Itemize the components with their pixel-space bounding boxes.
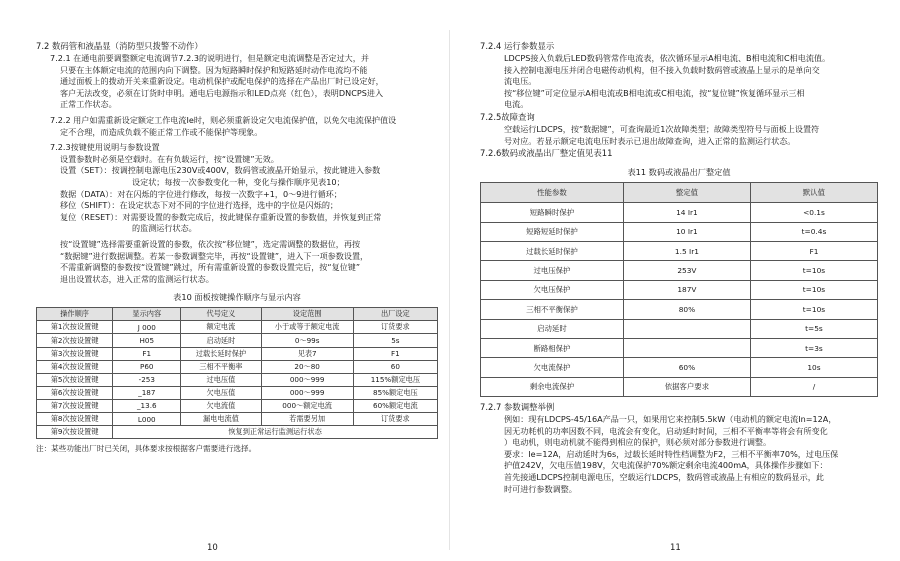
column-header: 设定范围 bbox=[261, 308, 353, 321]
paragraph-line: 数据（DATA）：对在闪烁的字位进行修改，每按一次数字+1，0～9进行循环； bbox=[60, 188, 342, 199]
table-cell: -253 bbox=[113, 373, 181, 386]
table-cell: 依据客户要求 bbox=[623, 377, 750, 396]
paragraph-line: 只要在主体额定电流的范围内向下调整。因为短路瞬时保护和短路延时动作电流均不能 bbox=[60, 64, 368, 75]
table-cell: 85%额定电压 bbox=[353, 386, 437, 399]
paragraph-line: 7.2.1 在通电前要调整额定电流调节7.2.3的说明进行，但是额定电流调整是否定过大，并 bbox=[50, 53, 369, 63]
table-cell: _13.6 bbox=[113, 399, 181, 412]
paragraph-line: 按“移位键”可定位显示A相电流或B相电流或C相电流，按“复位键”恢复循环显示三相 bbox=[504, 87, 805, 98]
table-cell: 欠电流保护 bbox=[481, 358, 624, 377]
table-cell: 5s bbox=[353, 334, 437, 347]
table-row bbox=[37, 347, 438, 360]
table-cell: _187 bbox=[113, 386, 181, 399]
table-cell: <0.1s bbox=[750, 203, 877, 222]
table-row bbox=[481, 280, 878, 299]
table-cell: F1 bbox=[353, 347, 437, 360]
table-10-caption: 表10 面板按键操作顺序与显示内容 bbox=[173, 292, 301, 303]
table-cell: 第9次按设置键 bbox=[37, 426, 113, 439]
table-cell: 启动延时 bbox=[181, 334, 261, 347]
table-cell: 第7次按设置键 bbox=[37, 399, 113, 412]
table-cell: 恢复到正常运行监测运行状态 bbox=[113, 426, 438, 439]
table-10-note: 注：某些功能出厂时已关闭，具体要求按根据客户需要进行选择。 bbox=[36, 444, 257, 454]
table-cell: 漏电电流值 bbox=[181, 413, 261, 426]
table-cell: 短路短延时保护 bbox=[481, 222, 624, 241]
column-header: 代号定义 bbox=[181, 308, 261, 321]
paragraph-line: 的监测运行状态。 bbox=[132, 223, 197, 234]
table-cell: J 000 bbox=[113, 321, 181, 334]
paragraph-line: 接入控制电源电压并闭合电磁传动机构，但不接入负载时数码管或液晶上显示的是单向交 bbox=[504, 64, 820, 75]
table-cell: 187V bbox=[623, 280, 750, 299]
column-header: 出厂设定 bbox=[353, 308, 437, 321]
table-cell: 115%额定电压 bbox=[353, 373, 437, 386]
section-heading-7-2-6: 7.2.6数码或液晶出厂整定值见表11 bbox=[480, 148, 613, 159]
table-row bbox=[37, 321, 438, 334]
table-cell: 第6次按设置键 bbox=[37, 386, 113, 399]
paragraph-line: 复位（RESET）：对需要设置的参数完成后，按此键保存重新设置的参数值，并恢复到正常 bbox=[60, 211, 382, 222]
table-cell: 启动延时 bbox=[481, 319, 624, 338]
paragraph-line: 空载运行LDCPS，按“数据键”，可查询最近1次故障类型；故障类型符号与面板上设置符 bbox=[504, 123, 820, 134]
table-cell: t=10s bbox=[750, 300, 877, 319]
paragraph-line: 护值242V，欠电压值198V，欠电流保护70%额定剩余电流400mA，具体操作步骤如下： bbox=[504, 460, 828, 471]
table-cell: L000 bbox=[113, 413, 181, 426]
paragraph-line: 7.2.2 用户如需重新设定额定工作电流Ie时，则必须重新设定欠电流保护值，以免欠电流保护值设 bbox=[50, 114, 397, 125]
table-cell: 253V bbox=[623, 261, 750, 280]
paragraph-line: 客户无法改变，必须在订货时申明。通电后电源指示和LED点亮（红色），表明DNCPS进入 bbox=[60, 87, 384, 98]
paragraph-line: 因无功耗机的功率因数不同，电流会有变化，启动延时时间，三相不平衡率等将会有所变化 bbox=[504, 425, 828, 436]
paragraph-line: 移位（SHIFT）：在设定状态下对不同的字位进行选择，选中的字位是闪烁的； bbox=[60, 200, 339, 211]
table-cell: F1 bbox=[750, 241, 877, 260]
paragraph-line: 流电压。 bbox=[504, 76, 537, 87]
table-cell: 0～99s bbox=[261, 334, 353, 347]
table-cell: 1.5 Ir1 bbox=[623, 241, 750, 260]
table-cell: 见表7 bbox=[261, 347, 353, 360]
page-right bbox=[450, 0, 900, 561]
section-7-2-3 bbox=[36, 154, 438, 235]
paragraph-line: 时可进行参数调整。 bbox=[504, 483, 577, 494]
table-row bbox=[37, 373, 438, 386]
table-cell: 第4次按设置键 bbox=[37, 360, 113, 373]
section-7-2-5 bbox=[480, 124, 878, 147]
table-row bbox=[481, 338, 878, 357]
table-cell: 过电压保护 bbox=[481, 261, 624, 280]
table-cell: 订货要求 bbox=[353, 321, 437, 334]
table-cell: 额定电流 bbox=[181, 321, 261, 334]
paragraph-line: 正常工作状态。 bbox=[60, 99, 117, 110]
column-header: 操作顺序 bbox=[37, 308, 113, 321]
table-cell bbox=[623, 319, 750, 338]
paragraph-line: 按“设置键”选择需要重新设置的参数，依次按“移位键”，选定需调整的数据位，再按 bbox=[60, 238, 361, 249]
table-cell: 剩余电流保护 bbox=[481, 377, 624, 396]
table-row bbox=[37, 334, 438, 347]
table-cell: 60 bbox=[353, 360, 437, 373]
table-cell: 短路瞬时保护 bbox=[481, 203, 624, 222]
table-cell: / bbox=[750, 377, 877, 396]
table-11 bbox=[480, 182, 878, 397]
table-cell: 000～额定电流 bbox=[261, 399, 353, 412]
paragraph-line: LDCPS接入负载后LED数码管常作电流表，依次循环显示A相电流、B相电流和C相电流值。 bbox=[504, 53, 831, 63]
table-row bbox=[481, 261, 878, 280]
table-row bbox=[481, 377, 878, 396]
table-cell: 三相不平衡率 bbox=[181, 360, 261, 373]
paragraph-line: “数据键”进行数据调整。若某一参数调整完毕，再按“设置键”，进入下一项参数设置， bbox=[60, 250, 369, 261]
column-header: 整定值 bbox=[623, 183, 750, 203]
table-cell: 第2次按设置键 bbox=[37, 334, 113, 347]
table-cell: 14 Ir1 bbox=[623, 203, 750, 222]
table-row bbox=[37, 386, 438, 399]
section-heading-7-2-3: 7.2.3按键使用说明与参数设置 bbox=[50, 142, 160, 153]
page-number: 10 bbox=[207, 543, 218, 553]
table-cell: 第3次按设置键 bbox=[37, 347, 113, 360]
table-cell: 订货要求 bbox=[353, 413, 437, 426]
paragraph-line: 首先接通LDCPS控制电源电压，空载运行LDCPS，数码管或液晶上有相应的数码显示，此 bbox=[504, 472, 824, 483]
section-heading-7-2-7: 7.2.7 参数调整举例 bbox=[480, 402, 555, 413]
table-cell: 第1次按设置键 bbox=[37, 321, 113, 334]
page-number: 11 bbox=[670, 543, 681, 553]
section-7-2-2 bbox=[36, 115, 438, 138]
paragraph-line: 电流。 bbox=[504, 99, 529, 110]
table-cell: 过电压值 bbox=[181, 373, 261, 386]
section-heading-7-2-5: 7.2.5故障查询 bbox=[480, 111, 535, 122]
table-row bbox=[37, 399, 438, 412]
table-cell: t=10s bbox=[750, 261, 877, 280]
table-cell: 60%额定电流 bbox=[353, 399, 437, 412]
table-cell: 过载长延时保护 bbox=[481, 241, 624, 260]
table-cell: F1 bbox=[113, 347, 181, 360]
table-row bbox=[481, 300, 878, 319]
paragraph-line: ）电动机，则电动机就不能得到相应的保护，则必须对部分参数进行调整。 bbox=[504, 437, 772, 448]
column-header: 默认值 bbox=[750, 183, 877, 203]
paragraph-line: 号对应。若显示额定电流电压时表示已退出故障查询，进入正常的监测运行状态。 bbox=[504, 135, 796, 146]
column-header: 性能参数 bbox=[481, 183, 624, 203]
table-cell: 若需要另加 bbox=[261, 413, 353, 426]
table-cell: 第8次按设置键 bbox=[37, 413, 113, 426]
paragraph-line: 设置参数时必须是空载时。在有负载运行，按“设置键”无效。 bbox=[60, 153, 279, 164]
table-cell: 000～999 bbox=[261, 373, 353, 386]
table-cell: t=3s bbox=[750, 338, 877, 357]
table-cell: 欠电流值 bbox=[181, 399, 261, 412]
paragraph-line: 定不合理，而造成负载不能正常工作或不能保护等现象。 bbox=[60, 126, 263, 137]
table-cell bbox=[623, 338, 750, 357]
paragraph-line: 要求：Ie=12A，启动延时为6s，过载长延时特性档调整为F2，三相不平衡率70%，过电压保 bbox=[504, 448, 839, 459]
table-cell: 小于或等于额定电流 bbox=[261, 321, 353, 334]
column-header: 显示内容 bbox=[113, 308, 181, 321]
table-row bbox=[481, 222, 878, 241]
table-cell: 三相不平衡保护 bbox=[481, 300, 624, 319]
table-cell: t=5s bbox=[750, 319, 877, 338]
table-cell: 第5次按设置键 bbox=[37, 373, 113, 386]
paragraph-line: 通过面板上的拨动开关来重新设定。电动机保护或配电保护的选择在产品出厂时已设定好， bbox=[60, 76, 384, 87]
table-header-row bbox=[37, 308, 438, 321]
section-7-2-4 bbox=[480, 53, 878, 111]
table-row bbox=[37, 360, 438, 373]
section-7-2-1 bbox=[36, 53, 438, 111]
table-row bbox=[481, 358, 878, 377]
paragraph-line: 设置（SET）：按调控制电源电压230V或400V，数码管或液晶开始显示，按此键进入参数 bbox=[60, 165, 381, 176]
table-row bbox=[481, 203, 878, 222]
table-cell: 20～80 bbox=[261, 360, 353, 373]
paragraph-line: 设定状；每按一次参数变化一种，变化与操作顺序见表10； bbox=[132, 176, 345, 187]
paragraph-line: 例如：现有LDCPS-45/16A产品一只，如果用它来控制5.5kW（电动机的额定电流In=12A， bbox=[504, 414, 837, 425]
table-cell: 60% bbox=[623, 358, 750, 377]
paragraph-line: 不需重新调整的参数按“设置键”跳过，所有需重新设置的参数设置完后，按“复位键” bbox=[60, 262, 361, 273]
table-cell: 10 Ir1 bbox=[623, 222, 750, 241]
table-cell: 断路相保护 bbox=[481, 338, 624, 357]
table-row bbox=[481, 241, 878, 260]
table-row bbox=[481, 319, 878, 338]
table-row bbox=[37, 426, 438, 439]
table-cell: 10s bbox=[750, 358, 877, 377]
table-cell: t=0.4s bbox=[750, 222, 877, 241]
section-7-2-3-procedure bbox=[36, 239, 438, 285]
table-cell: t=10s bbox=[750, 280, 877, 299]
section-heading-7-2: 7.2 数码管和液晶显（消防型只拨警不动作） bbox=[36, 41, 203, 51]
table-cell: 欠电压保护 bbox=[481, 280, 624, 299]
table-10 bbox=[36, 307, 438, 439]
table-cell: 80% bbox=[623, 300, 750, 319]
table-row bbox=[37, 413, 438, 426]
table-cell: 000～999 bbox=[261, 386, 353, 399]
table-header-row bbox=[481, 183, 878, 203]
table-cell: P60 bbox=[113, 360, 181, 373]
section-7-2-7 bbox=[480, 414, 878, 495]
table-cell: 欠电压值 bbox=[181, 386, 261, 399]
paragraph-line: 退出设置状态，进入正常的监测运行状态。 bbox=[60, 273, 214, 284]
table-11-caption: 表11 数码或液晶出厂整定值 bbox=[627, 167, 731, 178]
section-heading-7-2-4: 7.2.4 运行参数显示 bbox=[480, 41, 555, 51]
table-cell: 过载长延时保护 bbox=[181, 347, 261, 360]
table-cell: H05 bbox=[113, 334, 181, 347]
